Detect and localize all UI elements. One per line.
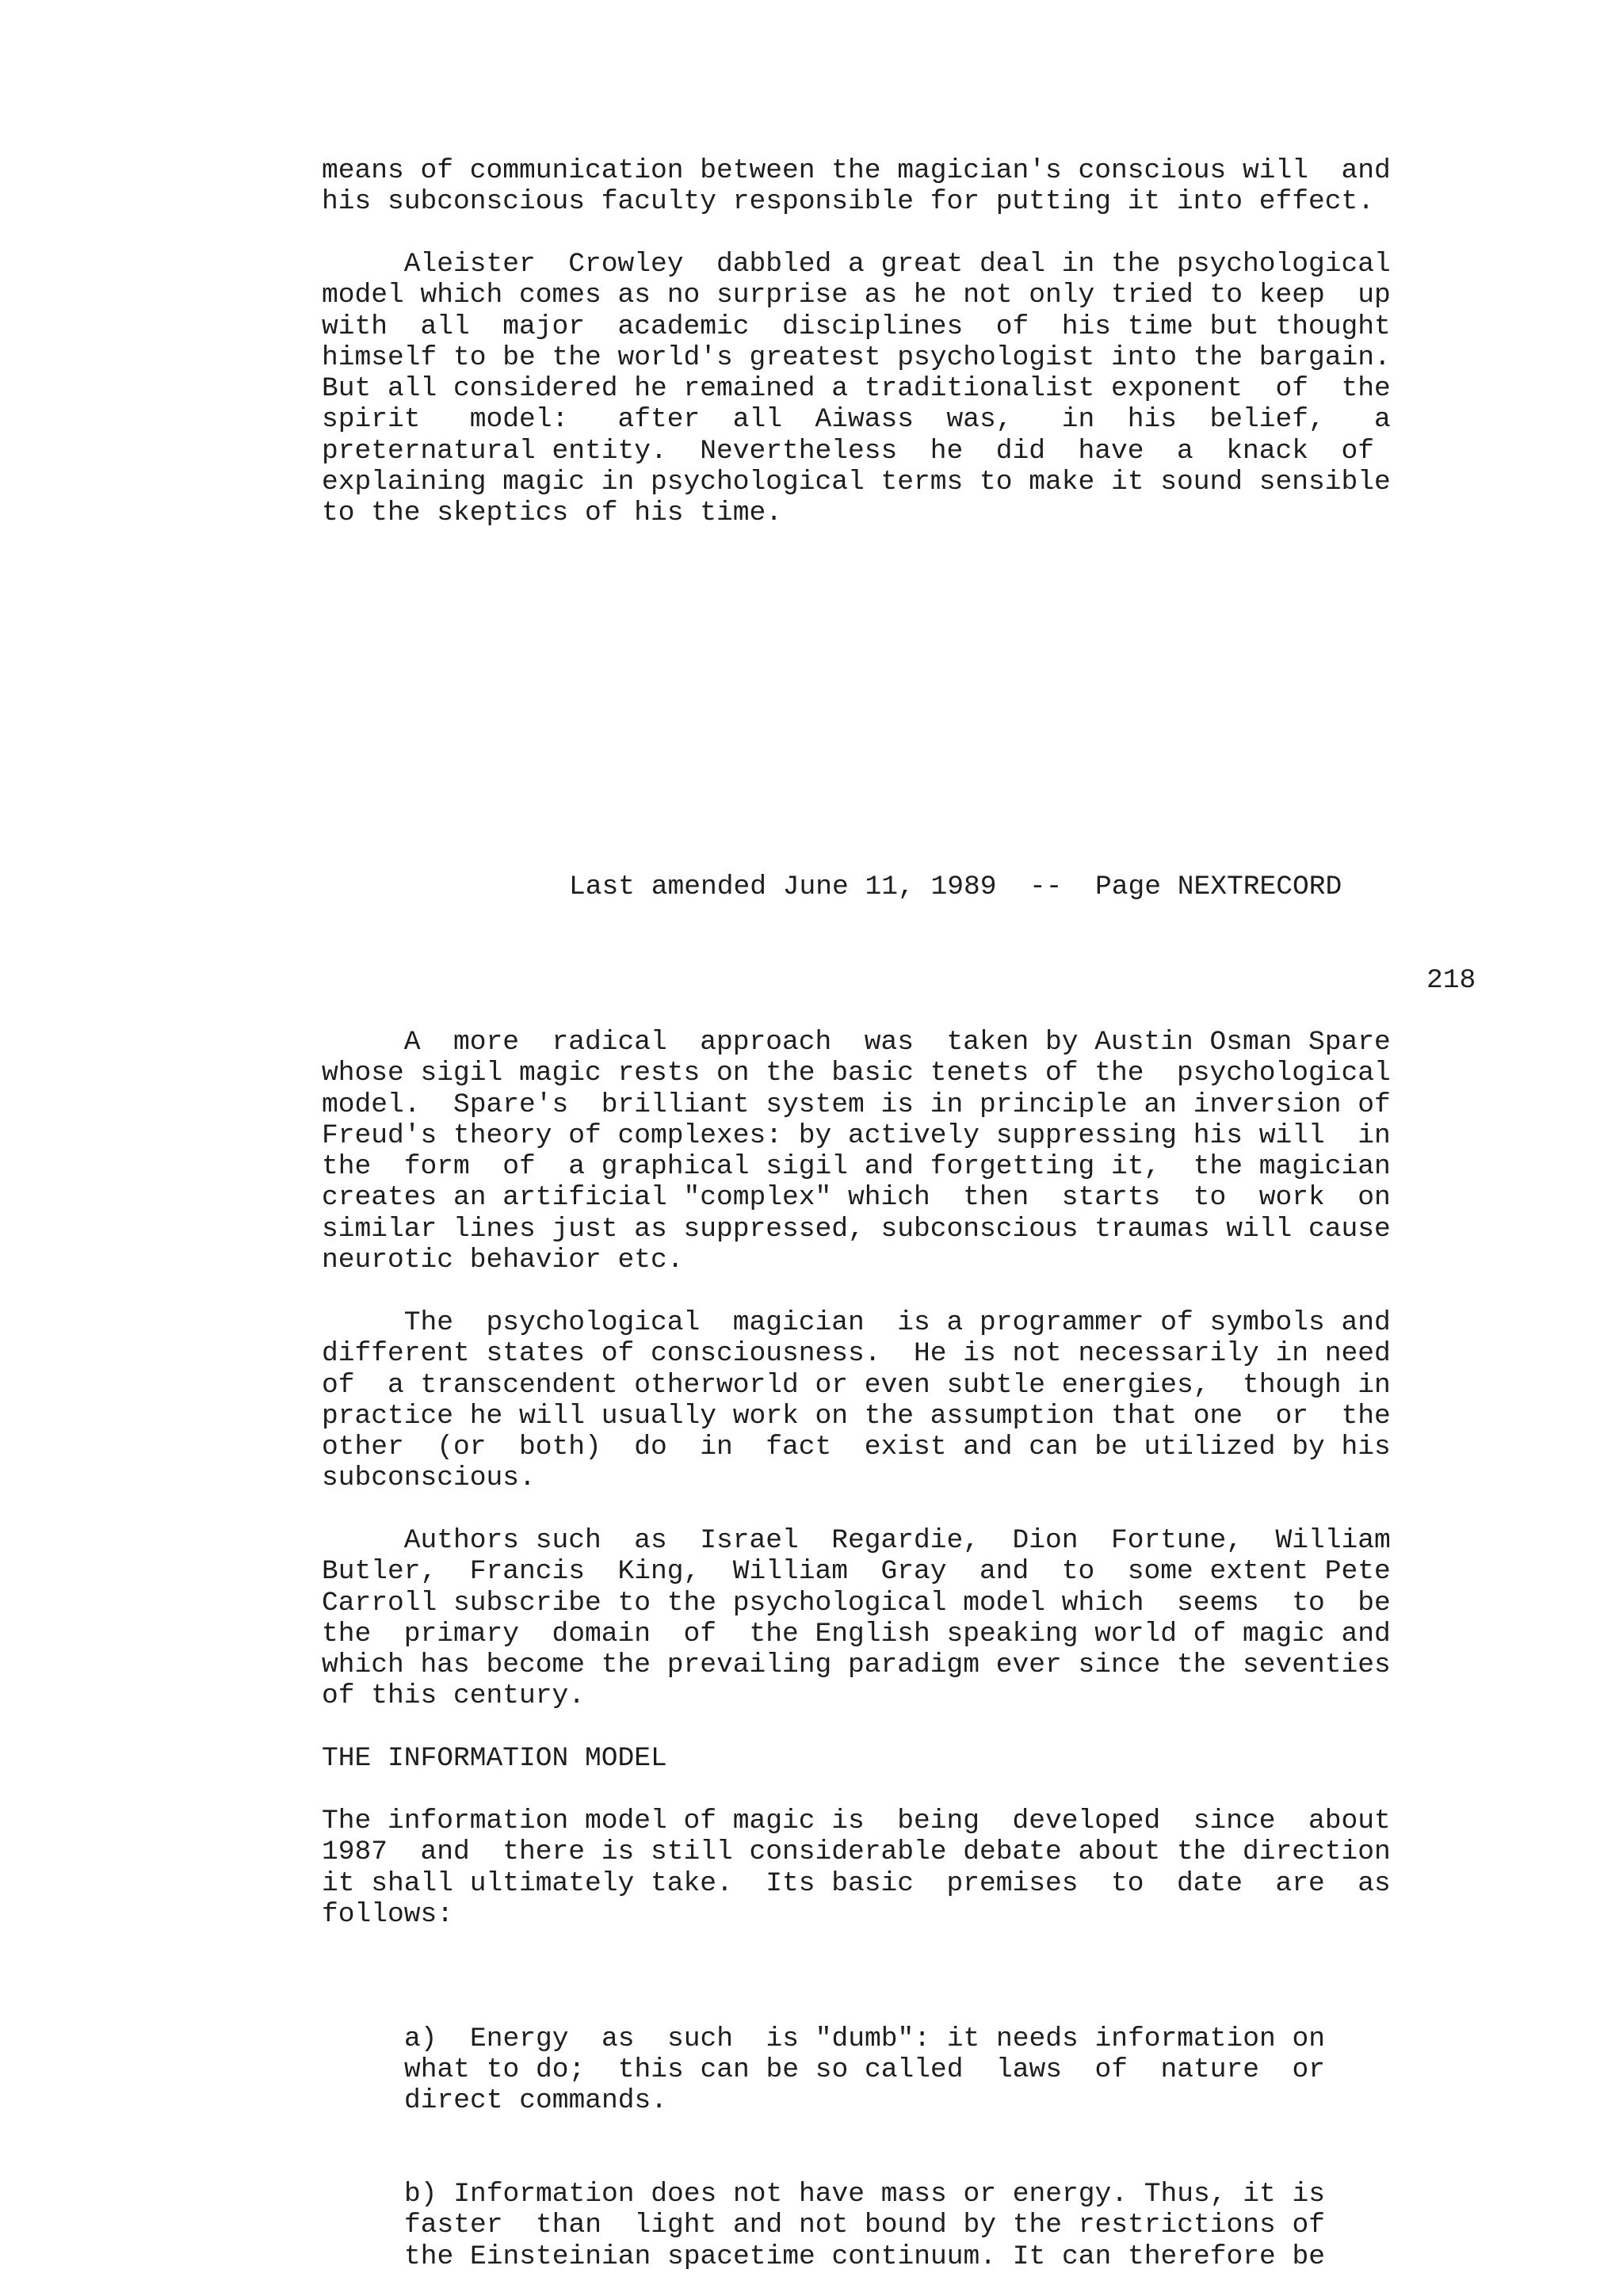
list-item: b) Information does not have mass or energy. Thus, it is faster than light and not bound by the restrictions of the Einsteinian spacetime continuum. It can therefore be [404,2179,1326,2272]
page-footer: Last amended June 11, 1989 -- Page NEXTRECORD [569,871,1342,902]
list-item: a) Energy as such is "dumb": it needs information on what to do; this can be so called laws of nature or direct commands. [404,2023,1326,2117]
paragraph-spare: A more radical approach was taken by Austin Osman Spare whose sigil magic rests on the basic tenets of the psychological model. Spare's brilliant system is in principle an inversion of Freud's theory of complexes: by actively suppressing his will in the form of a graphical sigil and forgetting it, the magician creates an artificial "complex" which then starts to work on similar lines just as suppressed, subconscious traumas will cause neurotic behavior etc. [322,1027,1391,1276]
paragraph-crowley: Aleister Crowley dabbled a great deal in the psychological model which comes as no surprise as he not only tried to keep up with all major academic disciplines of his time but thought himself to be the world's greatest psychologist into the bargain. But all considered he remained a traditionalist exponent of the spirit model: after all Aiwass was, in his belief, a preternatural entity. Nevertheless he did have a knack of explaining magic in psychological terms to make it sound sensible to the skeptics of his time. [322,249,1391,529]
continued-paragraph: means of communication between the magician's conscious will and his subconscious faculty responsible for putting it into effect. [322,155,1391,218]
paragraph-psychological-magician: The psychological magician is a programmer of symbols and different states of consciousness. He is not necessarily in need of a transcendent otherworld or even subtle energies, though in practice he will usually work on the assumption that one or the other (or both) do in fact exist and can be utilized by his subconscious. [322,1307,1391,1494]
premises-list [404,1961,1325,2296]
paragraph-information-model: The information model of magic is being developed since about 1987 and there is still considerable debate about the direction it shall ultimately take. Its basic premises to date are as follows: [322,1806,1391,1930]
page-number: 218 [1426,965,1476,996]
section-heading: THE INFORMATION MODEL [322,1743,667,1774]
paragraph-authors: Authors such as Israel Regardie, Dion Fortune, William Butler, Francis King, William Gray and to some extent Pete Carroll subscribe to the psychological model which seems to be the primary domain of the English speaking world of magic and which has become the prevailing paradigm ever since the seventies of this century. [322,1525,1391,1712]
